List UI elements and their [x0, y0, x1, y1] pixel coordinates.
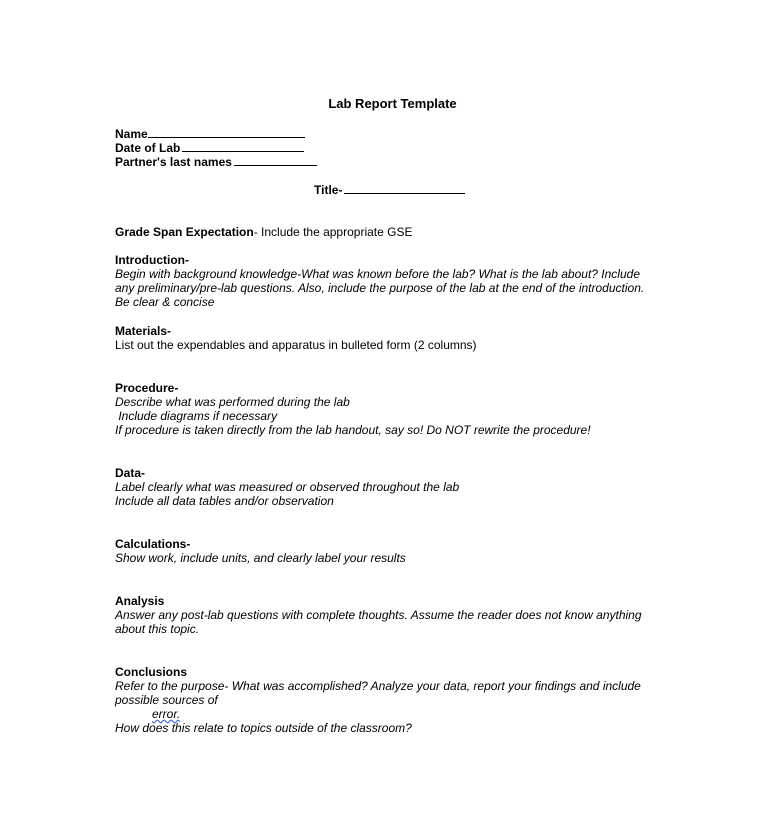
materials-section [115, 324, 675, 352]
partner-field [115, 154, 317, 169]
introduction-line: any preliminary/pre-lab questions. Also, include the purpose of the lab at the end of the introduction. [115, 281, 645, 295]
date-label: Date of Lab [115, 141, 181, 155]
procedure-line: If procedure is taken directly from the lab handout, say so! Do NOT rewrite the procedure! [115, 423, 591, 437]
procedure-line: Describe what was performed during the lab [115, 395, 350, 409]
data-line: Include all data tables and/or observation [115, 494, 334, 508]
materials-line: List out the expendables and apparatus in bulleted form (2 columns) [115, 338, 477, 352]
document-title: Lab Report Template [328, 96, 457, 111]
data-line: Label clearly what was measured or observed throughout the lab [115, 480, 460, 494]
gse-section [115, 225, 675, 239]
partner-label: Partner's last names [115, 155, 232, 169]
partner-blank [234, 154, 317, 166]
calculations-heading: Calculations- [115, 537, 191, 551]
procedure-section [115, 381, 675, 437]
conclusions-heading: Conclusions [115, 665, 188, 679]
name-field [115, 126, 305, 141]
name-blank [148, 126, 305, 138]
conclusions-line: Refer to the purpose- What was accomplished? Analyze your data, report your findings and include [115, 679, 641, 693]
calculations-line: Show work, include units, and clearly label your results [115, 551, 406, 565]
data-section [115, 466, 675, 508]
procedure-heading: Procedure- [115, 381, 179, 395]
introduction-heading: Introduction- [115, 253, 189, 267]
analysis-line: about this topic. [115, 622, 200, 636]
date-field [115, 140, 304, 155]
procedure-line: Include diagrams if necessary [115, 409, 278, 423]
report-title-blank [344, 182, 465, 194]
conclusions-line: possible sources of [115, 693, 218, 707]
analysis-heading: Analysis [115, 594, 165, 608]
gse-heading: Grade Span Expectation [115, 225, 254, 239]
data-heading: Data- [115, 466, 146, 480]
conclusions-section [115, 665, 675, 735]
report-title-field [314, 182, 465, 197]
calculations-section [115, 537, 675, 565]
name-label: Name [115, 127, 148, 141]
materials-heading: Materials- [115, 324, 172, 338]
introduction-section [115, 253, 675, 309]
date-blank [182, 140, 304, 152]
error-word: error. [152, 707, 181, 721]
introduction-line: Be clear & concise [115, 295, 215, 309]
analysis-section [115, 594, 675, 636]
gse-text: - Include the appropriate GSE [253, 225, 413, 239]
report-title-label: Title- [314, 183, 343, 197]
conclusions-last-line: How does this relate to topics outside of the classroom? [115, 721, 412, 735]
analysis-line: Answer any post-lab questions with complete thoughts. Assume the reader does not know anything [115, 608, 642, 622]
introduction-line: Begin with background knowledge-What was known before the lab? What is the lab about? Include [115, 267, 640, 281]
